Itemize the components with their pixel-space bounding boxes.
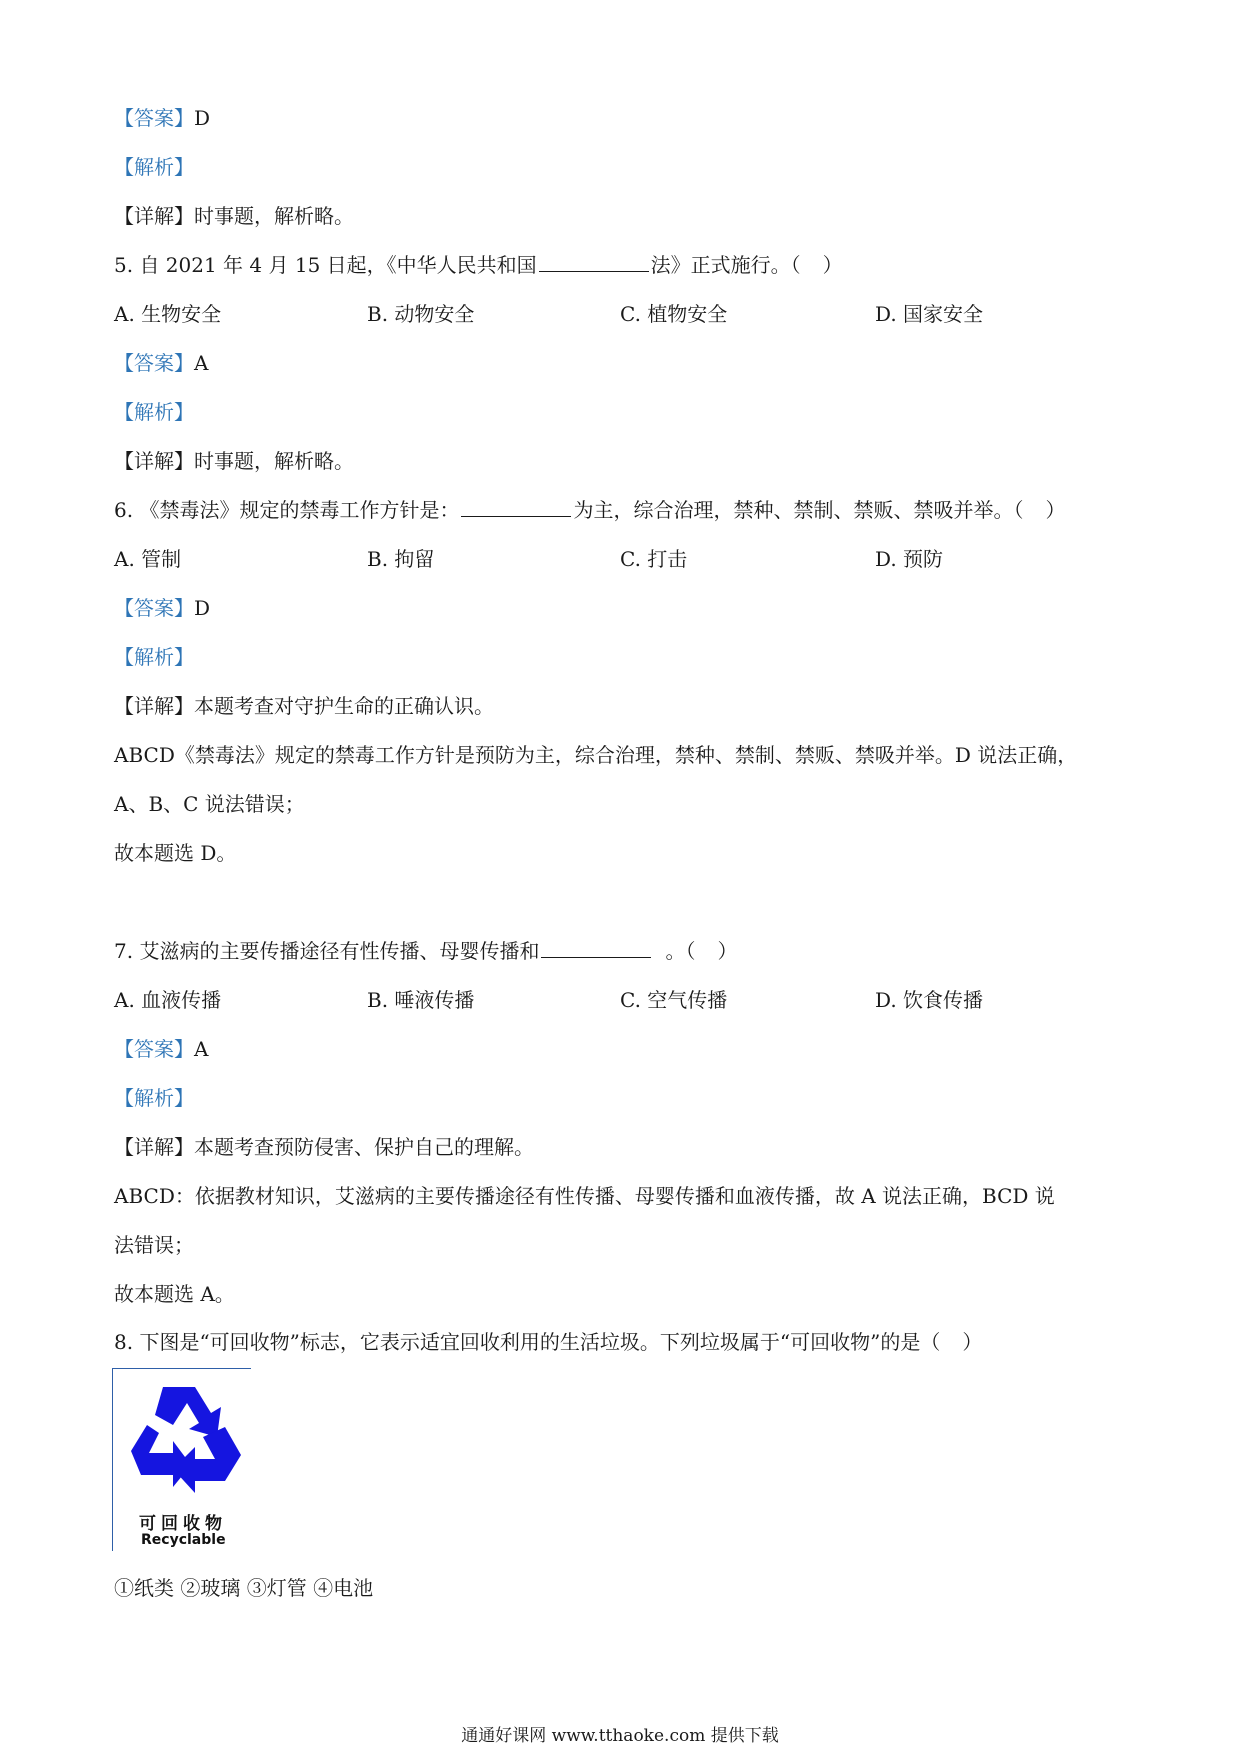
q4-detail-line: [114, 202, 354, 230]
option-a: A. 生物安全: [114, 302, 222, 326]
fill-blank: [539, 251, 649, 272]
fill-blank: [461, 496, 571, 517]
option-c: C. 打击: [620, 547, 688, 571]
detail-tag: 【详解】: [114, 204, 194, 228]
answer-value: D: [194, 596, 211, 620]
page-footer: 通通好课网 www.tthaoke.com 提供下载: [461, 1726, 779, 1746]
paren-close: ）: [1045, 498, 1066, 522]
q7-stem-before: 7. 艾滋病的主要传播途径有性传播、母婴传播和: [114, 939, 540, 963]
q6-stem-after: 为主，综合治理，禁种、禁制、禁贩、禁吸并举。（: [573, 498, 1024, 522]
logo-cn-label: 可回收物: [139, 1514, 227, 1534]
q7-answer-line: [114, 1035, 208, 1063]
paren-close: ）: [717, 939, 738, 963]
q5-answer-line: [114, 349, 208, 377]
detail-tag: 【详解】: [114, 449, 194, 473]
fill-blank: [541, 937, 651, 958]
option-c: C. 空气传播: [620, 988, 728, 1012]
detail-text: 本题考查对守护生命的正确认识。: [194, 694, 494, 718]
detail-text: 本题考查预防侵害、保护自己的理解。: [194, 1135, 534, 1159]
option-d: D. 预防: [875, 547, 944, 571]
q6-stem: [114, 496, 1065, 524]
logo-en-label: Recyclable: [141, 1532, 226, 1548]
analysis-tag: 【解析】: [114, 155, 194, 179]
q7-explain-1: ABCD：依据教材知识，艾滋病的主要传播途径有性传播、母婴传播和血液传播，故 A 说法正确，BCD 说: [114, 1184, 1055, 1208]
answer-tag: 【答案】: [114, 596, 194, 620]
answer-value: A: [194, 1037, 209, 1061]
option-b: B. 唾液传播: [367, 988, 475, 1012]
q6-explain-2: A、B、C 说法错误；: [114, 792, 305, 816]
q7-analysis-line: [114, 1084, 194, 1112]
q5-stem-before: 5. 自 2021 年 4 月 15 日起，《中华人民共和国: [114, 253, 537, 277]
option-d: D. 饮食传播: [875, 988, 984, 1012]
detail-text: 时事题，解析略。: [194, 204, 354, 228]
option-a: A. 血液传播: [114, 988, 222, 1012]
answer-tag: 【答案】: [114, 351, 194, 375]
option-b: B. 动物安全: [367, 302, 475, 326]
paren-close: ）: [822, 253, 843, 277]
q5-stem: [114, 251, 843, 279]
q6-options: [114, 545, 1114, 573]
q4-answer-line: [114, 104, 210, 132]
paren-close: ）: [962, 1330, 983, 1354]
q4-analysis-line: [114, 153, 194, 181]
answer-value: A: [194, 351, 209, 375]
option-d: D. 国家安全: [875, 302, 984, 326]
recycle-icon: [125, 1379, 245, 1497]
answer-value: D: [194, 106, 211, 130]
q5-options: [114, 300, 1114, 328]
q8-stem-text: 8. 下图是“可回收物”标志，它表示适宜回收利用的生活垃圾。下列垃圾属于“可回收物”的是（: [114, 1330, 941, 1354]
analysis-tag: 【解析】: [114, 400, 194, 424]
q6-stem-before: 6. 《禁毒法》规定的禁毒工作方针是：: [114, 498, 460, 522]
q6-answer-line: [114, 594, 210, 622]
q7-stem-after: 。（: [665, 939, 696, 963]
option-b: B. 拘留: [367, 547, 435, 571]
q5-stem-after: 法》正式施行。（: [650, 253, 801, 277]
q7-stem: [114, 937, 737, 965]
option-c: C. 植物安全: [620, 302, 728, 326]
detail-text: 时事题，解析略。: [194, 449, 354, 473]
q7-conclusion: 故本题选 A。: [114, 1282, 235, 1306]
detail-tag: 【详解】: [114, 694, 194, 718]
q7-explain-2: 法错误；: [114, 1233, 194, 1257]
analysis-tag: 【解析】: [114, 645, 194, 669]
q7-detail-line: [114, 1133, 534, 1161]
recyclable-logo: [112, 1368, 251, 1551]
q6-analysis-line: [114, 643, 194, 671]
answer-tag: 【答案】: [114, 106, 194, 130]
q6-conclusion: 故本题选 D。: [114, 841, 237, 865]
q7-options: [114, 986, 1114, 1014]
q5-detail-line: [114, 447, 354, 475]
answer-tag: 【答案】: [114, 1037, 194, 1061]
q8-items: ①纸类 ②玻璃 ③灯管 ④电池: [114, 1576, 374, 1600]
detail-tag: 【详解】: [114, 1135, 194, 1159]
q6-explain-1: ABCD《禁毒法》规定的禁毒工作方针是预防为主，综合治理，禁种、禁制、禁贩、禁吸并举。D 说法正确，: [114, 743, 1078, 767]
q5-analysis-line: [114, 398, 194, 426]
q6-detail-line: [114, 692, 494, 720]
option-a: A. 管制: [114, 547, 182, 571]
analysis-tag: 【解析】: [114, 1086, 194, 1110]
q8-stem: [114, 1328, 982, 1356]
